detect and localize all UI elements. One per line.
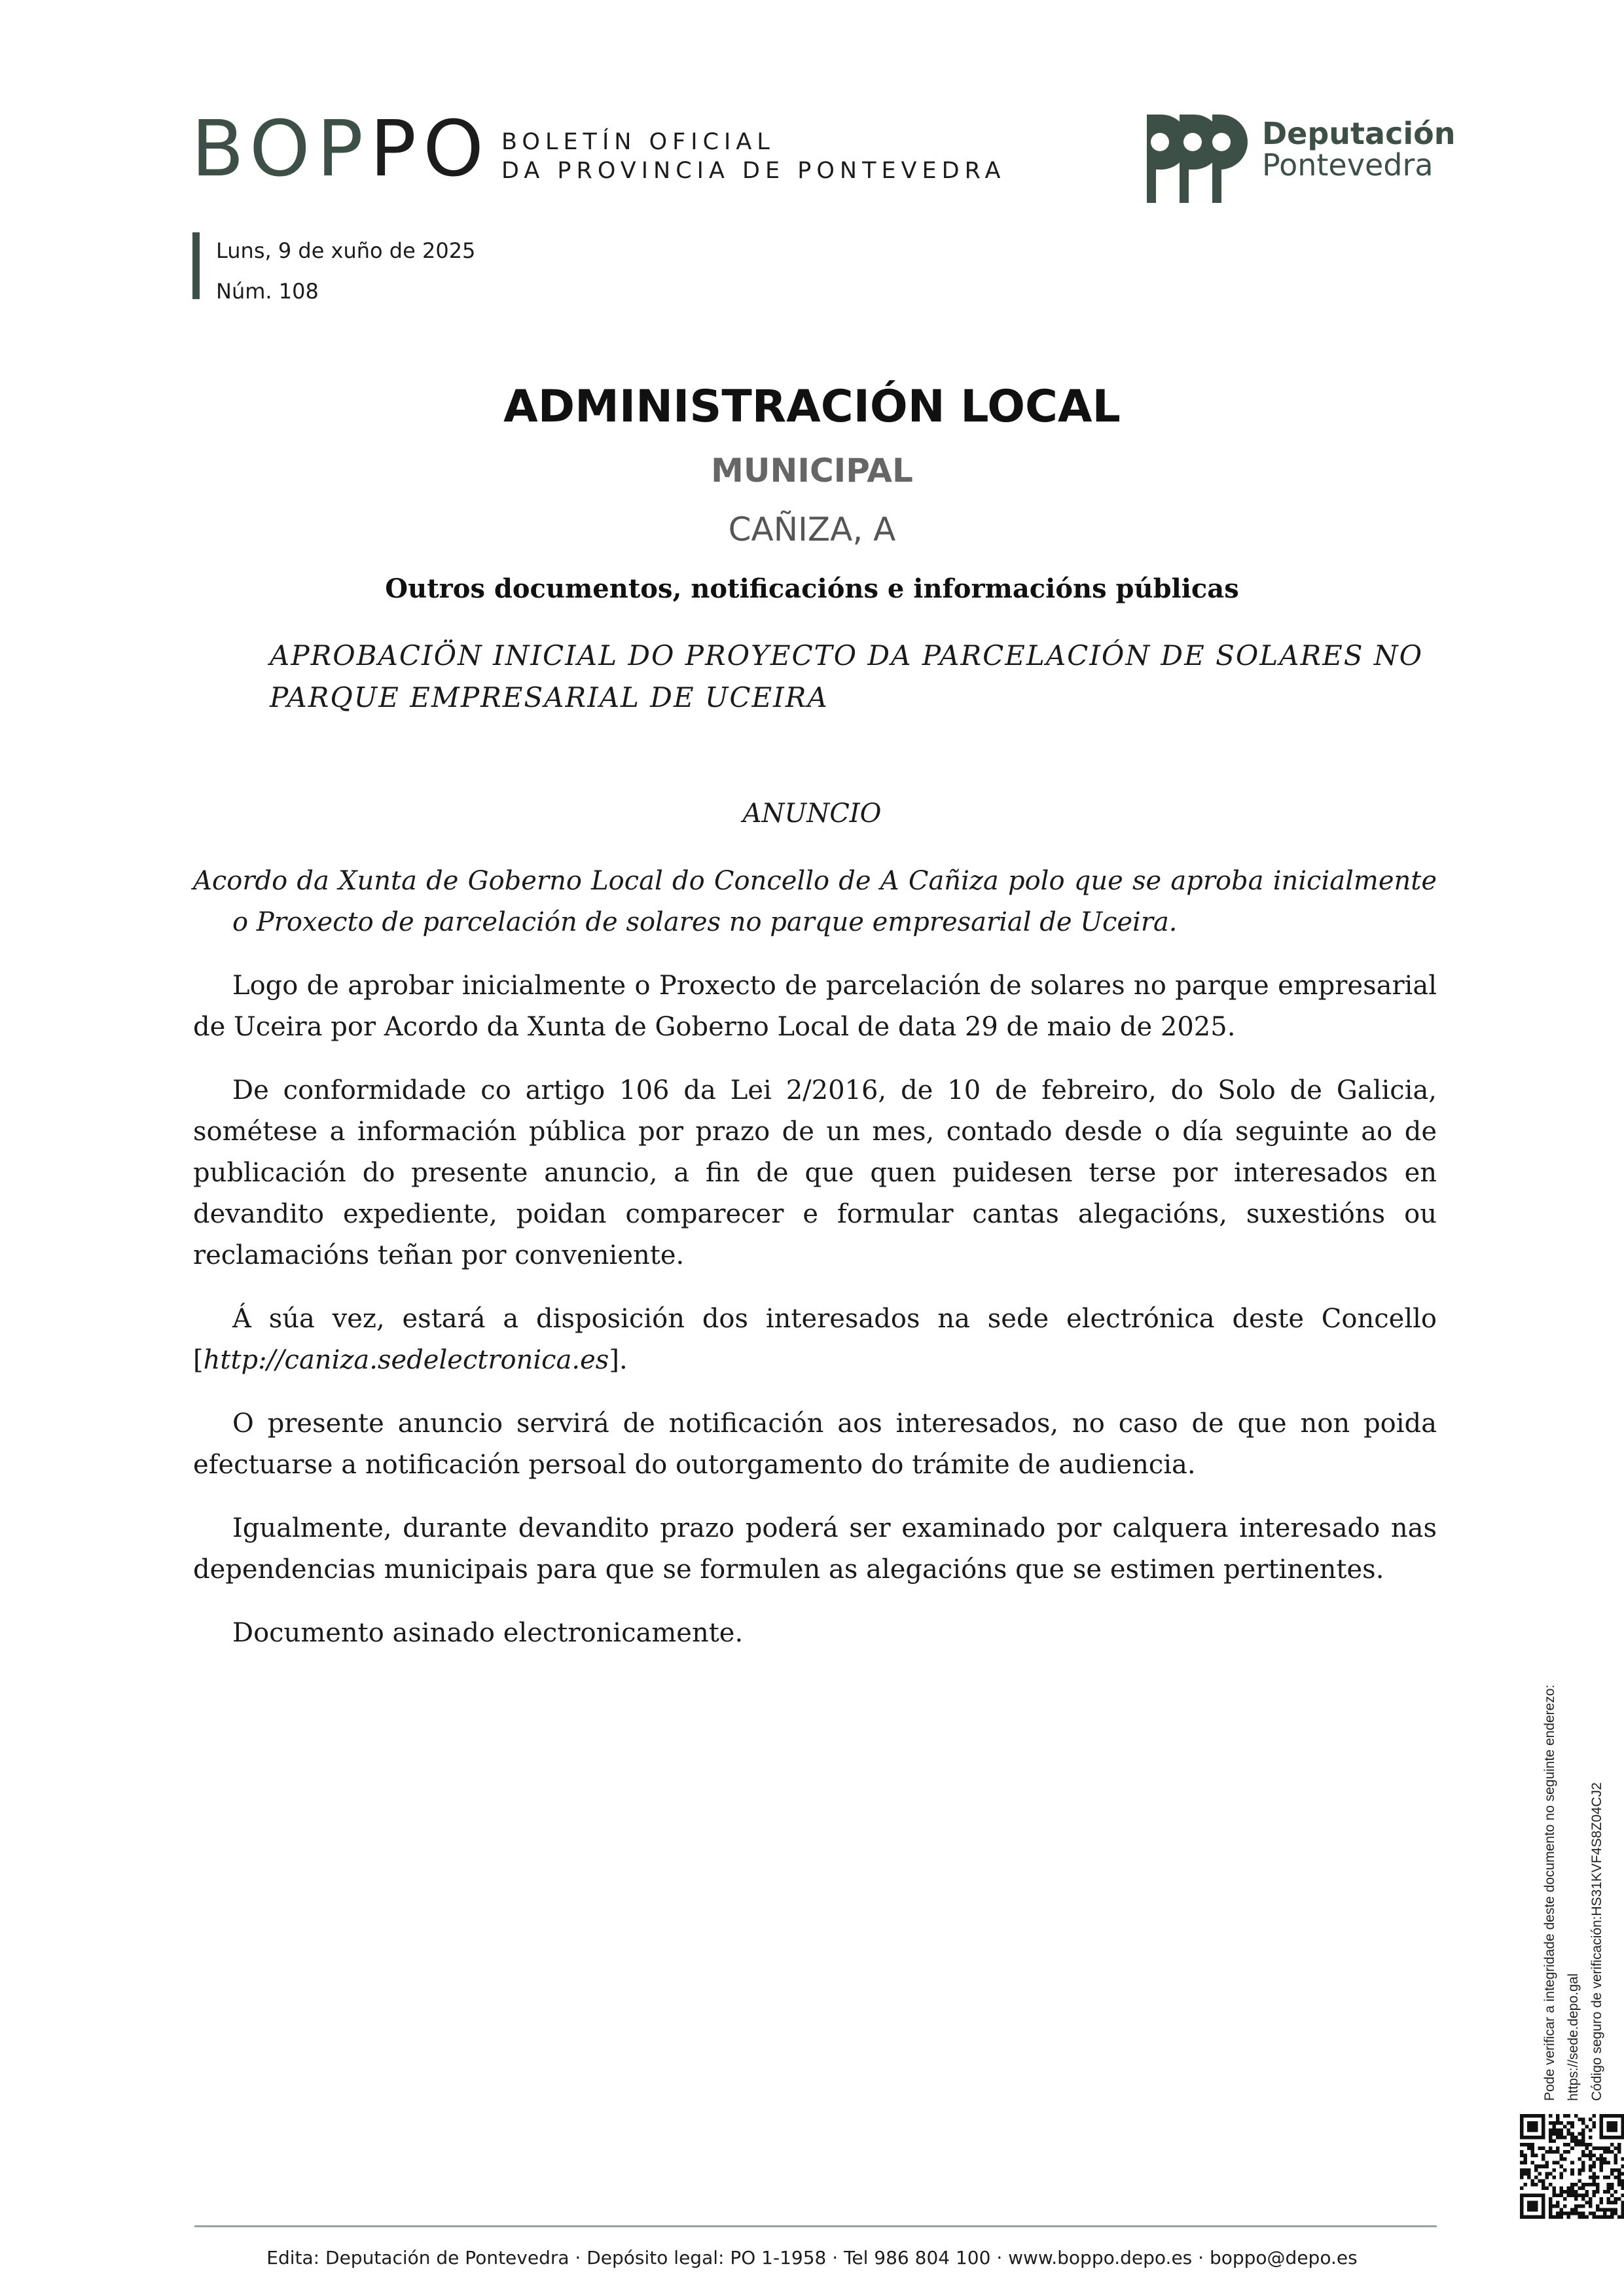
paragraph-6: Documento asinado electronicamente. [232, 1618, 744, 1648]
publisher-name-line1: Deputación [1262, 116, 1456, 151]
section-title: ADMINISTRACIÓN LOCAL [503, 381, 1121, 433]
logo-part-dark: PO [369, 103, 490, 194]
qr-code-icon [1520, 2114, 1624, 2219]
verification-code: Código seguro de verificación:HS31KVF4S8Z04CJ2 [1589, 1782, 1604, 2101]
paragraph-3-end: ]. [609, 1345, 628, 1375]
paragraph-3-text: Á súa vez, estará a disposición dos interesados na sede electrónica deste Concello [ [193, 1304, 1437, 1375]
bulletin-title [501, 128, 1005, 185]
paragraph-1: Logo de aprobar inicialmente o Proxecto de parcelación de solares no parque empresarial de Uceira por Acordo da Xunta de Goberno Local de data 29 de maio de 2025. [193, 971, 1437, 1042]
document-summary: Acordo da Xunta de Goberno Local do Concello de A Cañiza polo que se aproba inicialmente o Proxecto de parcelación de solares no parque empresarial de Uceira. [193, 866, 1437, 937]
logo-part-light: BOP [191, 103, 370, 194]
document-subject: APROBACIÖN INICIAL DO PROYECTO DA PARCELACIÓN DE SOLARES NO PARQUE EMPRESARIAL DE UCEIRA [270, 639, 1424, 713]
paragraph-2: De conformidade co artigo 106 da Lei 2/2016, de 10 de febreiro, do Solo de Galicia, sométese a información pública por prazo de un mes, contado desde o día seguinte ao de publicación do presente anuncio, a fin de que quen puidesen terse por interesados en devandito expediente, poidan comparecer e formular cantas alegacións, suxestións ou reclamacións teñan por conveniente. [193, 1075, 1437, 1270]
document-heading: ANUNCIO [742, 798, 882, 829]
footer-divider [194, 2225, 1437, 2227]
issue-number: Núm. 108 [216, 279, 319, 304]
document-body [193, 861, 1437, 1676]
paragraph-5: Igualmente, durante devandito prazo poderá ser examinado por calquera interesado nas dependencias municipais para que se formulen as alegacións que se estimen pertinentes. [193, 1513, 1437, 1585]
paragraph-3 [193, 1299, 1437, 1381]
verification-notice [1538, 1685, 1609, 2101]
deputacion-logo-icon [1147, 115, 1248, 203]
issue-info [216, 230, 475, 312]
publisher-name [1262, 118, 1455, 181]
boppo-logo [191, 103, 490, 194]
publisher-name-line2: Pontevedra [1262, 147, 1434, 183]
town-name: CAÑIZA, A [728, 511, 896, 548]
date-accent-bar [192, 232, 200, 299]
verification-url[interactable]: https://sede.depo.gal [1566, 1973, 1581, 2101]
bulletin-title-line2: DA PROVINCIA DE PONTEVEDRA [501, 158, 1006, 184]
bulletin-title-line1: BOLETÍN OFICIAL [501, 129, 775, 155]
category-title: Outros documentos, notificacións e informacións públicas [385, 573, 1239, 604]
section-subtitle: MUNICIPAL [711, 452, 913, 490]
verification-line1: Pode verificar a integridade deste documento no seguinte enderezo: [1542, 1684, 1557, 2101]
sede-link[interactable]: http://caniza.sedelectronica.es [203, 1345, 609, 1375]
footer-text: Edita: Deputación de Pontevedra · Depósito legal: PO 1-1958 · Tel 986 804 100 · www.boppo.depo.es · boppo@depo.es [266, 2247, 1358, 2269]
paragraph-4: O presente anuncio servirá de notificación aos interesados, no caso de que non poida efectuarse a notificación persoal do outorgamento do trámite de audiencia. [193, 1408, 1437, 1480]
issue-date: Luns, 9 de xuño de 2025 [216, 238, 476, 263]
